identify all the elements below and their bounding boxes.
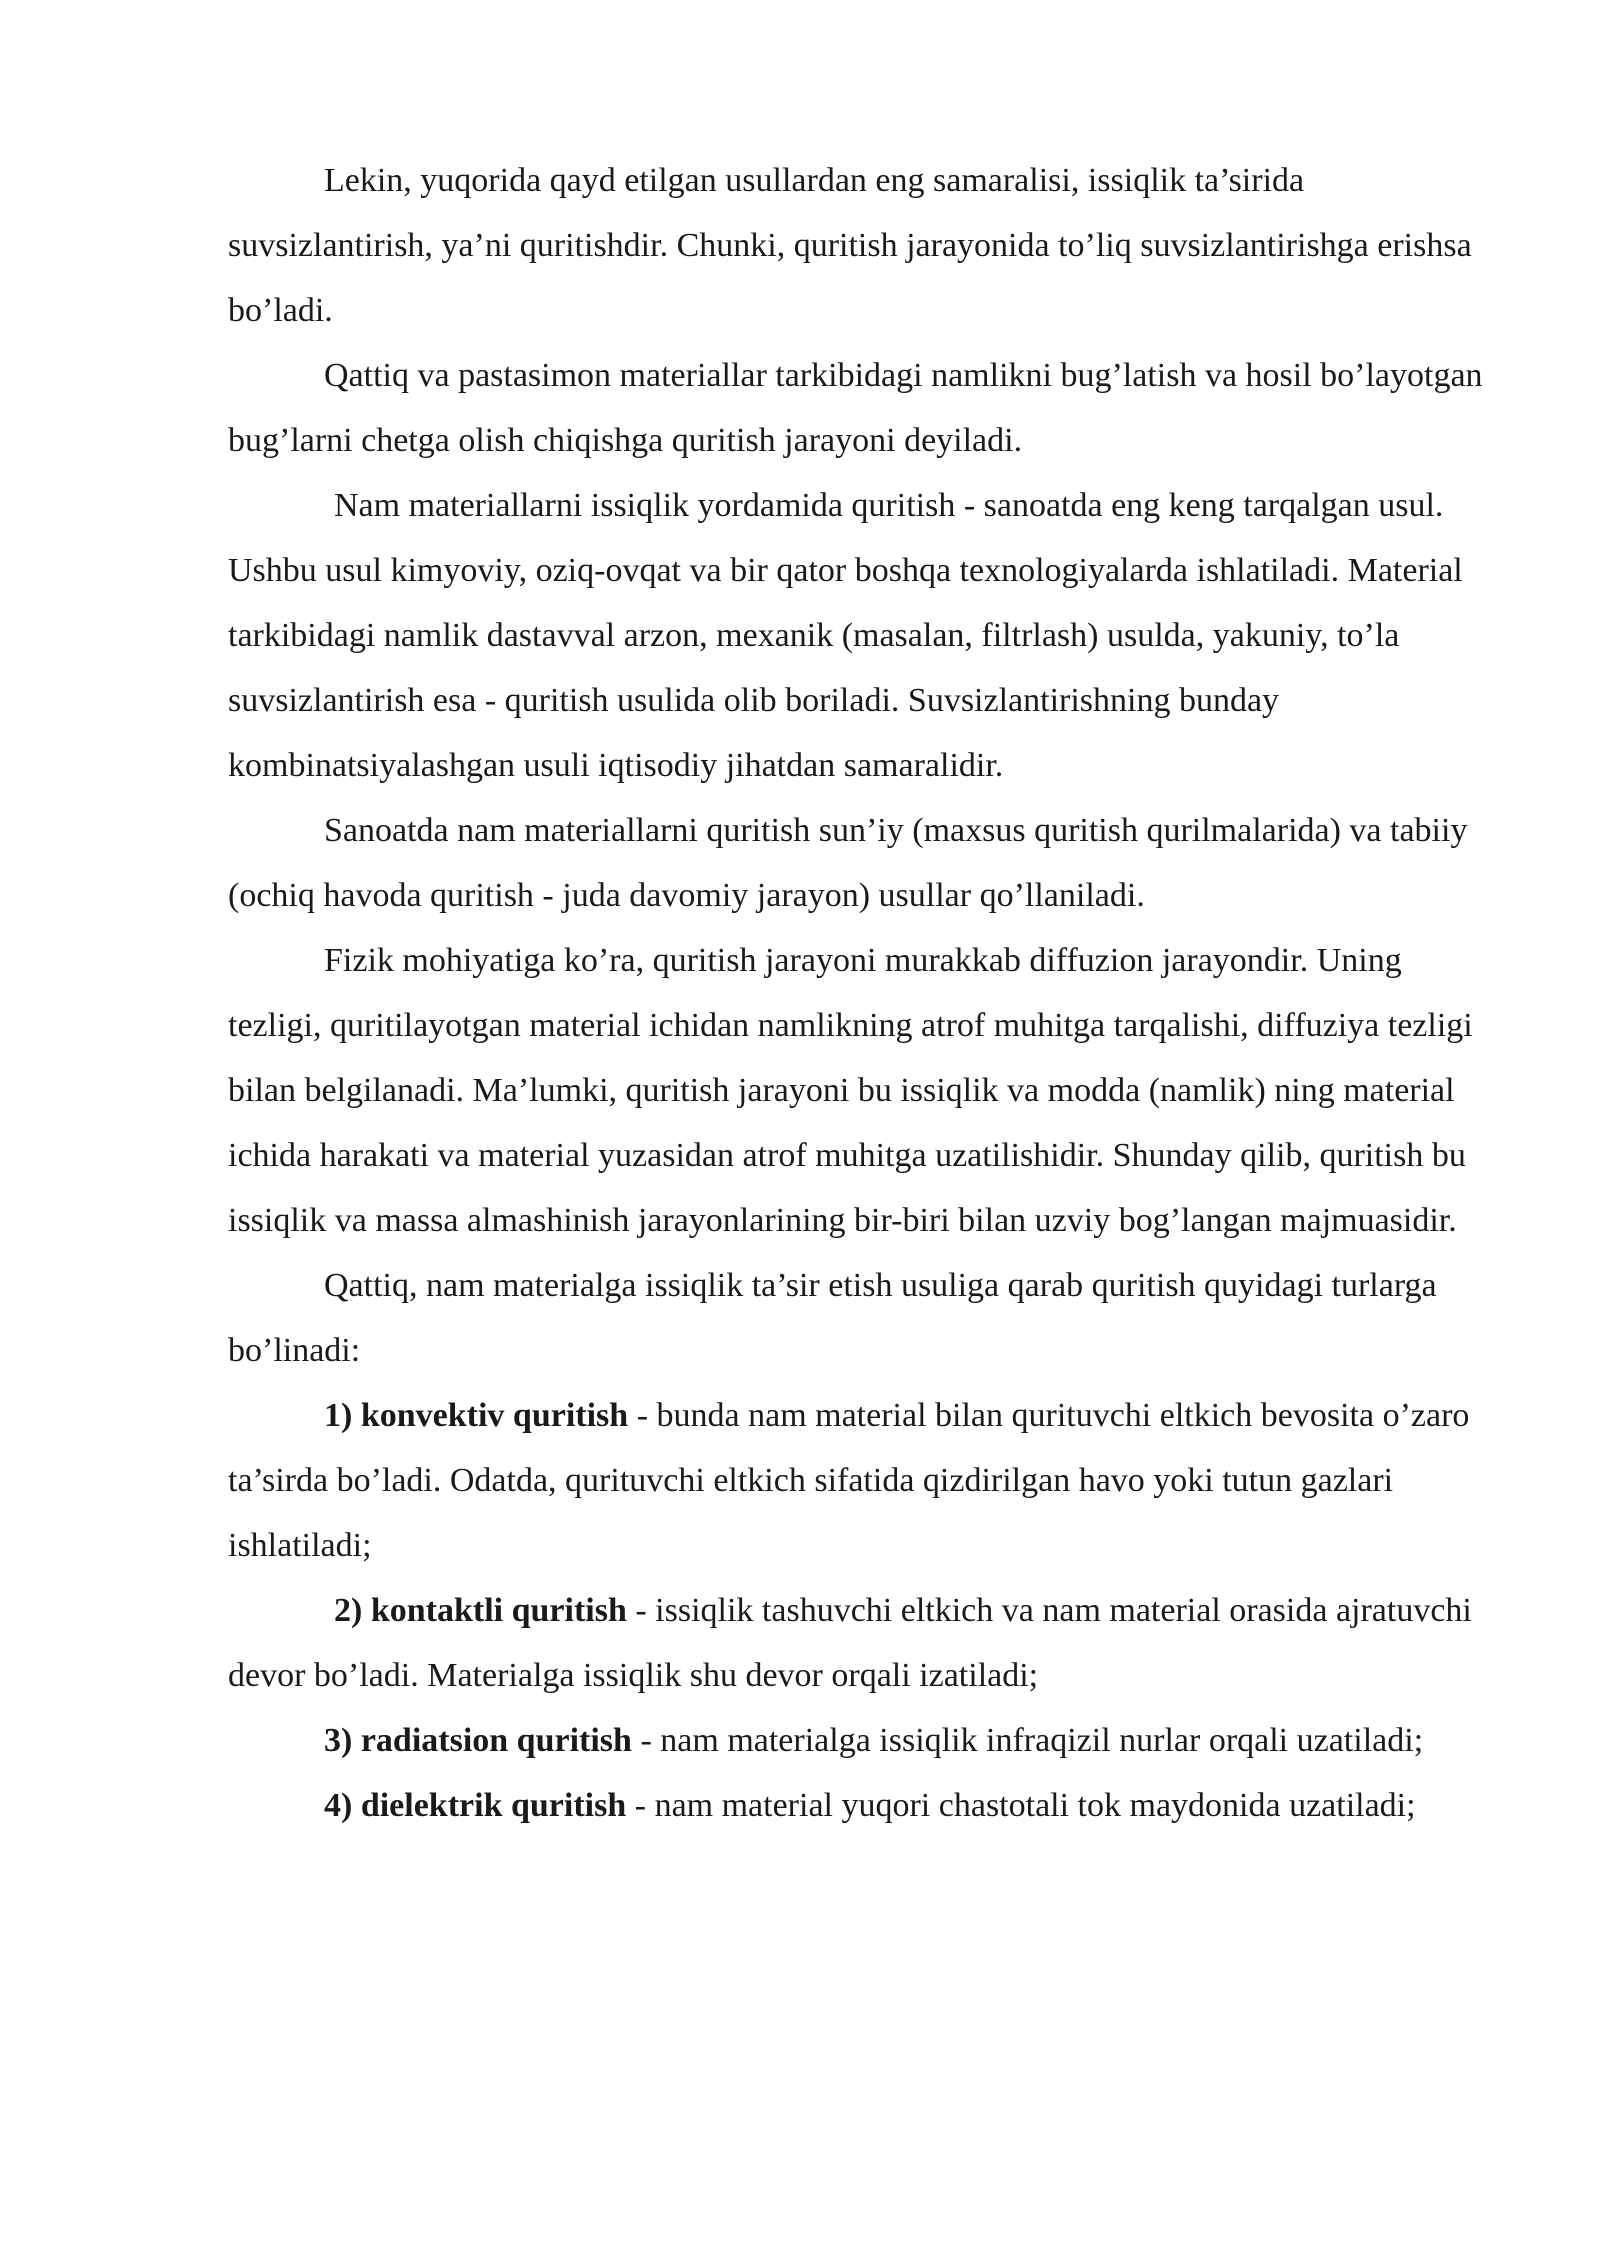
list-item-description: - bunda nam material bilan qurituvchi eltkich bevosita o’zaro ta’sirda bo’ladi. Odatda, qurituvchi eltkich sifatida qizdirilgan havo yoki tutun gazlari ishlatiladi; (228, 1397, 1470, 1564)
list-item-term: 3) radiatsion quritish (324, 1722, 632, 1759)
list-item-contact (228, 1578, 1496, 1708)
paragraph-definition: Qattiq va pastasimon materiallar tarkibidagi namlikni bug’latish va hosil bo’layotgan bug’larni chetga olish chiqishga quritish jarayoni deyiladi. (228, 357, 1483, 459)
list-item-convective (228, 1383, 1496, 1578)
paragraph-thermal-drying: Nam materiallarni issiqlik yordamida quritish - sanoatda eng keng tarqalgan usul. Ushbu usul kimyoviy, oziq-ovqat va bir qator boshqa texnologiyalarda ishlatiladi. Material tarkibidagi namlik dastavval arzon, mexanik (masalan, filtrlash) usulda, yakuniy, to’la suvsizlantirish esa - quritish usulida olib boriladi. Suvsizlantirishning bunday kombinatsiyalashgan usuli iqtisodiy jihatdan samaralidir. (228, 487, 1463, 784)
document-body (228, 148, 1496, 1838)
list-item-term: 1) konvektiv quritish (324, 1397, 629, 1434)
paragraph-physical-essence: Fizik mohiyatiga ko’ra, quritish jarayoni murakkab diffuzion jarayondir. Uning tezligi, quritilayotgan material ichidan namlikning atrof muhitga tarqalishi, diffuziya tezligi bilan belgilanadi. Ma’lumki, quritish jarayoni bu issiqlik va modda (namlik) ning material ichida harakati va material yuzasidan atrof muhitga uzatilishidir. Shunday qilib, quritish bu issiqlik va massa almashinish jarayonlarining bir-biri bilan uzviy bog’langan majmuasidir. (228, 942, 1473, 1239)
list-item-term: 4) dielektrik quritish (324, 1787, 627, 1824)
list-item-radiation (228, 1708, 1496, 1773)
paragraph-intro: Lekin, yuqorida qayd etilgan usullardan eng samaralisi, issiqlik ta’sirida suvsizlantirish, ya’ni quritishdir. Chunki, quritish jarayonida to’liq suvsizlantirishga erishsa bo’ladi. (228, 162, 1472, 329)
list-item-term: 2) kontaktli quritish (334, 1592, 627, 1629)
list-item-description: - nam material yuqori chastotali tok maydonida uzatiladi; (626, 1787, 1416, 1824)
list-item-description: - issiqlik tashuvchi eltkich va nam material orasida ajratuvchi devor bo’ladi. Materialga issiqlik shu devor orqali izatiladi; (228, 1592, 1472, 1694)
paragraph-industrial-methods: Sanoatda nam materiallarni quritish sun’iy (maxsus quritish qurilmalarida) va tabiiy (ochiq havoda quritish - juda davomiy jarayon) usullar qo’llaniladi. (228, 812, 1468, 914)
list-item-description: - nam materialga issiqlik infraqizil nurlar orqali uzatiladi; (631, 1722, 1424, 1759)
list-item-dielectric (228, 1773, 1496, 1838)
paragraph-classification: Qattiq, nam materialga issiqlik ta’sir etish usuliga qarab quritish quyidagi turlarga bo’linadi: (228, 1267, 1437, 1369)
